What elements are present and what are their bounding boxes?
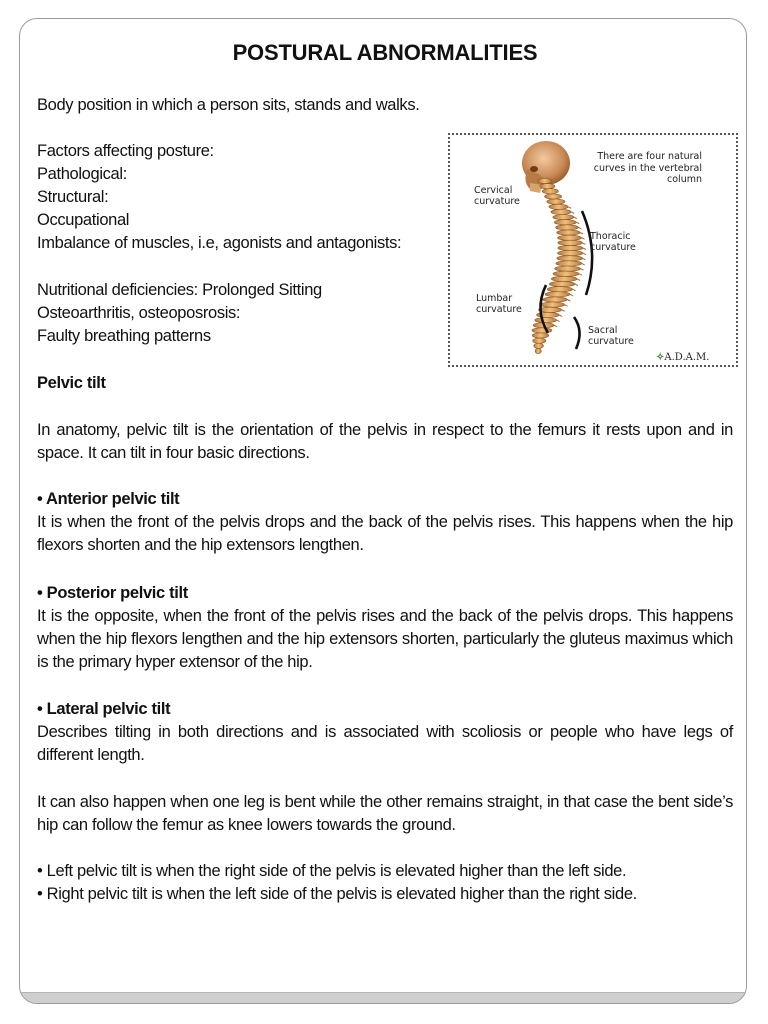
vertebra-process (557, 320, 560, 322)
vertebra-process (575, 284, 578, 286)
factor-item: Faulty breathing patterns (37, 327, 211, 345)
vertebra-process (562, 310, 565, 312)
vertebra-process (579, 274, 582, 276)
vertebra (542, 189, 558, 194)
sacral-bracket (574, 317, 580, 349)
vertebra-process (565, 305, 568, 307)
vertebra (558, 251, 583, 256)
vertebra-process (582, 243, 585, 245)
vertebra-process (568, 207, 571, 209)
vertebra-process (580, 233, 583, 235)
factor-item: Nutritional deficiencies: Prolonged Sitting (37, 281, 322, 299)
vertebra (532, 333, 549, 338)
vertebra (547, 199, 565, 204)
factor-item: Structural: (37, 188, 109, 206)
vertebra (551, 209, 571, 214)
factors-heading: Factors affecting posture: (37, 142, 214, 160)
vertebra (535, 318, 557, 323)
vertebra (539, 307, 562, 312)
vertebra-process (559, 315, 562, 317)
pelvic-tilt-heading: Pelvic tilt (37, 374, 106, 392)
vertebra-process (578, 227, 581, 229)
lumbar-label: Lumbar curvature (476, 293, 522, 315)
figure-note: There are four natural curves in the vertebral column (593, 151, 702, 185)
vertebra (547, 287, 572, 292)
vertebra-process (554, 325, 557, 327)
sacral-label: Sacral curvature (588, 325, 634, 347)
vertebra (555, 266, 581, 271)
vertebra (553, 271, 579, 276)
vertebra (549, 204, 568, 209)
list-item: • Right pelvic tilt is when the left side of the pelvis is elevated higher than the right side. (37, 885, 637, 903)
pelvic-tilt-definition: In anatomy, pelvic tilt is the orientation of the pelvis in respect to the femurs it rests upon and in space. It can tilt in four basic directions. (37, 421, 733, 462)
vertebra (557, 230, 580, 235)
vertebra (558, 245, 583, 250)
factors-more-list (37, 279, 322, 348)
vertebra-process (583, 248, 586, 250)
factor-item: Imbalance of muscles, i.e, agonists and antagonists: (37, 234, 402, 252)
vertebra-process (583, 258, 586, 260)
vertebra-process (571, 212, 574, 214)
vertebra (553, 215, 574, 220)
left-right-list (37, 860, 637, 906)
vertebra (554, 220, 576, 225)
vertebra (557, 256, 583, 261)
factors-list (37, 140, 401, 255)
vertebra-process (570, 294, 573, 296)
vertebra (556, 225, 579, 230)
anterior-tilt-heading: • Anterior pelvic tilt (37, 490, 180, 508)
thoracic-label: Thoracic curvature (590, 231, 636, 253)
spine-figure (448, 133, 738, 367)
factor-item: Osteoarthritis, osteoposrosis: (37, 304, 241, 322)
vertebra (558, 235, 582, 240)
adam-logo-mark-icon: ✧ (656, 352, 665, 363)
vertebra-process (583, 253, 586, 255)
vertebra (533, 338, 546, 343)
vertebra (545, 194, 562, 199)
adam-logo (656, 346, 709, 369)
anterior-tilt-text: It is when the front of the pelvis drops and the back of the pelvis rises. This happens when the hip flexors shorten and the hip extensors lengthen. (37, 513, 733, 554)
vertebra (535, 348, 541, 353)
vertebra (543, 297, 567, 302)
vertebra (541, 302, 565, 307)
vertebra (558, 240, 583, 245)
page-bottom-bar (20, 992, 746, 1003)
intro-text: Body position in which a person sits, stands and walks. (37, 96, 420, 114)
vertebra-process (582, 263, 585, 265)
vertebra-process (577, 279, 580, 281)
list-item: • Left pelvic tilt is when the right side of the pelvis is elevated higher than the left side. (37, 862, 627, 880)
vertebra (549, 281, 575, 286)
factor-item: Occupational (37, 211, 130, 229)
factor-item: Pathological: (37, 165, 127, 183)
adam-logo-text: A.D.A.M. (664, 352, 710, 363)
lateral-tilt-text: Describes tilting in both directions and is associated with scoliosis or people who have legs of different length. (37, 723, 733, 764)
vertebra-process (574, 217, 577, 219)
vertebra-process (576, 222, 579, 224)
vertebra (556, 261, 582, 266)
vertebra-process (582, 238, 585, 240)
posterior-tilt-heading: • Posterior pelvic tilt (37, 584, 188, 602)
vertebra-process (573, 289, 576, 291)
vertebra (551, 276, 577, 281)
vertebra (534, 343, 544, 348)
lateral-tilt-heading: • Lateral pelvic tilt (37, 700, 171, 718)
vertebra-process (581, 269, 584, 271)
vertebra (545, 292, 570, 297)
bent-leg-text: It can also happen when one leg is bent while the other remains straight, in that case the bent side’s hip can follow the femur as knee lowers towards the ground. (37, 793, 733, 834)
cervical-label: Cervical curvature (474, 185, 520, 207)
page-title: POSTURAL ABNORMALITIES (232, 40, 538, 65)
page-frame (19, 18, 747, 1004)
vertebra-process (567, 300, 570, 302)
vertebra (540, 184, 555, 189)
vertebra (538, 178, 552, 183)
posterior-tilt-text: It is the opposite, when the front of the pelvis rises and the back of the pelvis drops. This happens when the hip flexors lengthen and the hip extensors shorten, particularly the gluteus maximus which is the primary hyper extensor of the hip. (37, 607, 733, 671)
